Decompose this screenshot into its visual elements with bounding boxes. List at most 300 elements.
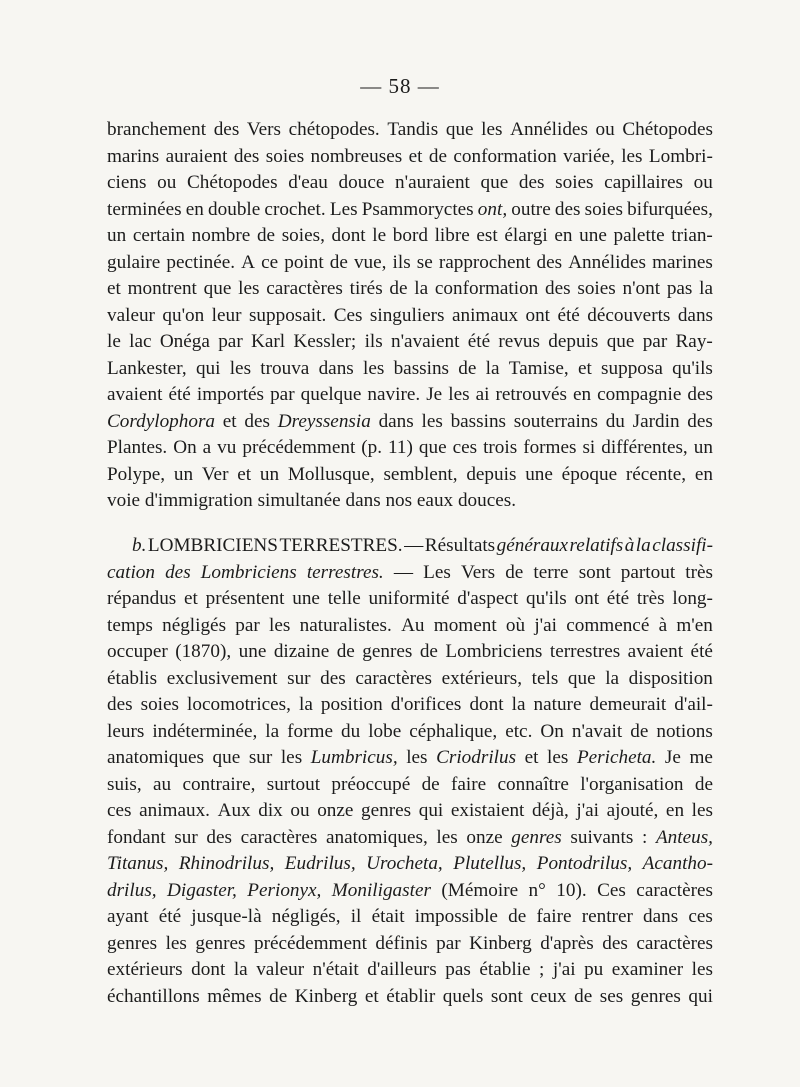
word: lac bbox=[129, 331, 152, 352]
word: (Mémoire bbox=[441, 879, 519, 901]
word: les bbox=[691, 800, 713, 821]
word: Chétopodes bbox=[622, 119, 713, 140]
word: ; bbox=[539, 959, 545, 980]
word: TERRESTRES. bbox=[279, 535, 403, 556]
word: été bbox=[158, 906, 182, 927]
word: valeur bbox=[256, 959, 305, 980]
word: Pericheta. bbox=[576, 747, 657, 768]
word: ces bbox=[107, 800, 132, 821]
word: qu'ils bbox=[525, 588, 567, 609]
word: ces bbox=[688, 906, 713, 927]
word: Tandis bbox=[387, 119, 439, 140]
word: en bbox=[572, 384, 592, 405]
word: anatomiques, bbox=[325, 826, 428, 848]
text-line bbox=[107, 329, 713, 356]
word: le bbox=[107, 331, 121, 352]
word: dont bbox=[191, 959, 226, 980]
word: j'ai bbox=[534, 614, 557, 636]
word: Lankester, bbox=[107, 357, 187, 379]
word: était bbox=[371, 906, 405, 927]
word: nombre bbox=[191, 225, 251, 246]
word: que bbox=[606, 331, 635, 352]
word: des bbox=[107, 694, 133, 715]
word: genres bbox=[361, 800, 412, 821]
word: des bbox=[320, 667, 346, 689]
word: Tamise, bbox=[508, 357, 569, 379]
word: les bbox=[421, 410, 443, 432]
word: dans bbox=[643, 906, 679, 927]
word: que bbox=[480, 172, 509, 193]
word: etc. bbox=[505, 720, 533, 742]
word: Eudrilus, bbox=[284, 853, 356, 874]
word: découverts bbox=[587, 304, 671, 326]
word: vu bbox=[217, 437, 237, 458]
word: qui bbox=[195, 357, 221, 379]
word: faire bbox=[451, 773, 487, 795]
word: singuliers bbox=[369, 304, 445, 326]
word: différentes, bbox=[601, 437, 688, 458]
word: dont bbox=[331, 225, 366, 246]
word: de bbox=[329, 251, 348, 273]
word: soies bbox=[140, 694, 179, 715]
word: douces. bbox=[457, 490, 517, 511]
word: drilus, bbox=[107, 879, 157, 901]
word: crochet. bbox=[264, 198, 326, 220]
word: naturalistes. bbox=[299, 614, 392, 636]
text-line bbox=[107, 409, 713, 436]
word: de bbox=[421, 773, 440, 795]
word: une bbox=[579, 225, 607, 246]
word: simultanée bbox=[257, 490, 341, 511]
word: soies bbox=[584, 198, 623, 220]
word: des bbox=[206, 826, 232, 848]
word: ou bbox=[290, 800, 310, 821]
word: dans bbox=[378, 410, 414, 432]
word: récente, bbox=[625, 463, 687, 485]
word: suivants bbox=[570, 826, 634, 848]
word: animaux. bbox=[139, 800, 210, 821]
word: — bbox=[393, 561, 414, 583]
word: établir bbox=[386, 985, 436, 1007]
word: telle bbox=[327, 588, 361, 609]
word: les bbox=[481, 119, 503, 140]
word: une bbox=[238, 641, 267, 662]
text-line bbox=[107, 904, 713, 931]
word: de bbox=[505, 561, 524, 583]
word: terrestres bbox=[549, 641, 621, 662]
word: un bbox=[107, 225, 127, 246]
word: souterrains bbox=[513, 410, 598, 432]
word: de bbox=[389, 278, 408, 299]
word: du bbox=[605, 410, 625, 432]
word: Titanus, bbox=[107, 853, 169, 874]
word: les bbox=[621, 145, 643, 167]
word: Vers bbox=[246, 119, 281, 140]
word: Dreyssensia bbox=[277, 410, 371, 432]
word: Polype, bbox=[107, 463, 166, 485]
text-line bbox=[107, 223, 713, 250]
word: ciens bbox=[107, 172, 147, 193]
word: indéterminée, bbox=[152, 720, 258, 742]
text-line bbox=[107, 798, 713, 825]
paragraph-1 bbox=[107, 117, 713, 515]
word: position bbox=[320, 694, 383, 715]
word: la bbox=[414, 278, 429, 299]
word: Ver bbox=[201, 463, 229, 485]
word: chétopodes. bbox=[288, 119, 380, 140]
word: ayant bbox=[107, 906, 149, 927]
word: surtout bbox=[266, 773, 321, 795]
word: établis bbox=[107, 667, 158, 689]
word: compagnie bbox=[597, 384, 682, 405]
word: m'en bbox=[676, 614, 713, 636]
word: genres bbox=[107, 932, 158, 954]
word: trian- bbox=[671, 225, 713, 246]
word: en bbox=[665, 800, 685, 821]
word: disposition bbox=[628, 667, 713, 689]
word: de bbox=[630, 720, 649, 742]
word: retrouvés bbox=[495, 384, 567, 405]
word: et bbox=[577, 357, 592, 379]
word: partout bbox=[620, 561, 676, 583]
word: à bbox=[658, 614, 668, 636]
word: exclusivement bbox=[166, 667, 278, 689]
word: en bbox=[694, 463, 713, 485]
word: terrestres. bbox=[306, 561, 384, 583]
word: n'avait bbox=[571, 720, 623, 742]
word: ou bbox=[693, 172, 713, 193]
word: les bbox=[448, 384, 470, 405]
word: les bbox=[269, 614, 291, 636]
word: nature bbox=[533, 694, 582, 715]
word: ont bbox=[574, 588, 600, 609]
word: très bbox=[685, 561, 713, 583]
word: les bbox=[547, 747, 569, 768]
word: les bbox=[363, 357, 385, 379]
word: céphalique, bbox=[409, 720, 498, 742]
word: la bbox=[233, 959, 248, 980]
word: été bbox=[690, 641, 713, 662]
word: par bbox=[270, 384, 295, 405]
word: On bbox=[540, 720, 564, 742]
text-line bbox=[107, 117, 713, 144]
word: Je bbox=[664, 747, 681, 768]
word: Digaster, bbox=[167, 879, 237, 901]
word: les bbox=[165, 932, 187, 954]
word: par bbox=[436, 932, 461, 954]
word: variée, bbox=[563, 145, 615, 167]
word: que bbox=[212, 747, 241, 768]
word: d'ailleurs bbox=[367, 959, 437, 980]
word: jusque-là bbox=[191, 906, 262, 927]
word: dans bbox=[677, 304, 713, 326]
word: Au bbox=[401, 614, 425, 636]
word: On bbox=[173, 437, 197, 458]
word: la bbox=[265, 720, 280, 742]
word: les bbox=[229, 357, 252, 379]
word: existaient bbox=[450, 800, 525, 821]
word: supposa bbox=[601, 357, 663, 379]
text-line bbox=[107, 931, 713, 958]
word: dans bbox=[345, 490, 381, 511]
word: branchement bbox=[107, 119, 207, 140]
word: commencé bbox=[566, 614, 650, 636]
word: les bbox=[436, 826, 458, 848]
word: impossible bbox=[414, 906, 498, 927]
word: des bbox=[602, 932, 628, 954]
word: été bbox=[557, 304, 580, 326]
word: onze bbox=[466, 826, 503, 848]
word: contraire, bbox=[182, 773, 256, 795]
word: été bbox=[606, 588, 630, 609]
word: tels bbox=[531, 667, 559, 689]
word: soies, bbox=[281, 225, 325, 246]
word: un bbox=[693, 437, 713, 458]
word: pas bbox=[666, 278, 693, 299]
word: revus bbox=[498, 331, 540, 352]
word: qu'ils bbox=[672, 357, 713, 379]
word: : bbox=[641, 826, 648, 848]
word: par bbox=[235, 614, 260, 636]
word: soies bbox=[555, 172, 594, 193]
word: d'ail- bbox=[674, 694, 713, 715]
word: rapprochent bbox=[438, 251, 531, 273]
word: la bbox=[299, 694, 313, 715]
word: n'avaient bbox=[391, 331, 460, 352]
word: palette bbox=[613, 225, 665, 246]
word: examiner bbox=[611, 959, 684, 980]
word: la bbox=[699, 278, 713, 299]
word: des bbox=[233, 145, 260, 167]
word: Lombriciens bbox=[200, 561, 297, 583]
word: Les bbox=[423, 561, 451, 583]
word: dont bbox=[469, 694, 504, 715]
word: présentent bbox=[205, 588, 285, 609]
word: Annélides bbox=[568, 251, 647, 273]
word: ai bbox=[475, 384, 490, 405]
word: classifi- bbox=[652, 535, 713, 556]
word: dans bbox=[318, 357, 354, 379]
word: ceux bbox=[530, 985, 567, 1007]
word: sur bbox=[174, 826, 198, 848]
word: si bbox=[582, 437, 596, 458]
word: des bbox=[545, 278, 571, 299]
word: gulaire bbox=[107, 251, 161, 273]
word: où bbox=[505, 614, 526, 636]
word: 11) bbox=[388, 437, 413, 458]
word: Plantes. bbox=[107, 437, 168, 458]
word: l'organisation bbox=[580, 773, 684, 795]
word: que bbox=[445, 119, 474, 140]
word: des bbox=[213, 119, 240, 140]
word: dix bbox=[258, 800, 283, 821]
word: n° bbox=[528, 879, 546, 901]
word: ou bbox=[157, 172, 177, 193]
word: ses bbox=[599, 985, 624, 1007]
word: rentrer bbox=[581, 906, 633, 927]
text-line bbox=[107, 488, 713, 515]
text-line bbox=[107, 825, 713, 852]
word: répandus bbox=[107, 588, 177, 609]
word: négligés, bbox=[271, 906, 341, 927]
word: soies bbox=[577, 278, 616, 299]
word: Onéga bbox=[159, 331, 210, 352]
word: des bbox=[687, 410, 713, 432]
word: Les bbox=[329, 198, 358, 220]
word: moment bbox=[433, 614, 497, 636]
word: animaux bbox=[451, 304, 519, 326]
word: au bbox=[152, 773, 172, 795]
word: extérieurs, bbox=[441, 667, 523, 689]
word: suis, bbox=[107, 773, 142, 795]
word: leurs bbox=[107, 720, 145, 742]
word: des bbox=[165, 561, 191, 583]
word: de bbox=[256, 225, 276, 246]
word: long- bbox=[672, 588, 713, 609]
word: mêmes bbox=[207, 985, 262, 1007]
word: ont bbox=[525, 304, 551, 326]
word: j'ai bbox=[552, 959, 576, 980]
text-line bbox=[107, 586, 713, 613]
word: formes bbox=[523, 437, 577, 458]
text-line bbox=[107, 692, 713, 719]
word: de bbox=[458, 357, 477, 379]
word: me bbox=[689, 747, 713, 768]
word: extérieurs bbox=[107, 959, 183, 980]
word: d'immigration bbox=[144, 490, 253, 511]
word: b. bbox=[132, 535, 147, 556]
word: trouva bbox=[260, 357, 310, 379]
word: depuis bbox=[466, 463, 517, 485]
word: et bbox=[524, 747, 539, 768]
word: des bbox=[536, 251, 563, 273]
word: que bbox=[203, 278, 232, 299]
word: pectinée. bbox=[166, 251, 236, 273]
word: Lumbricus, bbox=[310, 747, 398, 768]
word: par bbox=[642, 331, 668, 352]
word: Kessler; bbox=[293, 331, 357, 352]
word: en bbox=[554, 225, 573, 246]
word: du bbox=[341, 720, 361, 742]
word: (p. bbox=[361, 437, 383, 458]
text-line bbox=[107, 303, 713, 330]
word: Lombriciens bbox=[445, 641, 543, 662]
word: des bbox=[554, 198, 581, 220]
word: de bbox=[694, 773, 713, 795]
word: la bbox=[605, 667, 620, 689]
word: genres bbox=[362, 641, 413, 662]
word: et bbox=[184, 588, 198, 609]
text-line bbox=[107, 613, 713, 640]
word: qu'on bbox=[162, 304, 205, 326]
word: semblent, bbox=[383, 463, 458, 485]
word: de bbox=[574, 985, 593, 1007]
word: de bbox=[419, 641, 438, 662]
word: 10). bbox=[556, 879, 587, 901]
word: des bbox=[518, 172, 545, 193]
text-line bbox=[107, 745, 713, 772]
word: déjà, bbox=[532, 800, 569, 821]
word: est bbox=[476, 225, 498, 246]
word: Kinberg bbox=[294, 985, 358, 1007]
word: — bbox=[404, 535, 424, 556]
word: caractères bbox=[266, 278, 343, 299]
word: quelque bbox=[300, 384, 362, 405]
word: Je bbox=[426, 384, 443, 405]
word: et bbox=[107, 278, 121, 299]
text-line bbox=[107, 639, 713, 666]
word: sur bbox=[248, 747, 273, 768]
paragraph-2 bbox=[107, 533, 713, 1010]
word: double bbox=[208, 198, 261, 220]
word: Ces bbox=[333, 304, 363, 326]
word: marines bbox=[652, 251, 713, 273]
word: pas bbox=[445, 959, 471, 980]
word: d'orifices bbox=[390, 694, 462, 715]
word: échantillons bbox=[107, 985, 200, 1007]
word: leur bbox=[211, 304, 242, 326]
word: précédemment bbox=[253, 932, 367, 954]
word: Karl bbox=[251, 331, 286, 352]
word: temps bbox=[107, 614, 153, 636]
word: locomotrices, bbox=[187, 694, 291, 715]
word: Acantho- bbox=[642, 853, 713, 874]
word: Perionyx, bbox=[247, 879, 322, 901]
word: Criodrilus bbox=[436, 747, 517, 768]
word: Anteus, bbox=[655, 826, 713, 848]
word: a bbox=[202, 437, 212, 458]
word: précédemment bbox=[242, 437, 356, 458]
word: ou bbox=[595, 119, 615, 140]
word: caractères bbox=[636, 932, 713, 954]
word: conformation bbox=[434, 278, 539, 299]
word: forme bbox=[287, 720, 333, 742]
word: Moniligaster bbox=[331, 879, 431, 901]
word: point bbox=[284, 251, 324, 273]
word: (1870), bbox=[175, 641, 232, 662]
word: d'aspect bbox=[457, 588, 519, 609]
word: relatifs bbox=[569, 535, 624, 556]
word: onze bbox=[317, 800, 354, 821]
word: vue, bbox=[353, 251, 387, 273]
word: définis bbox=[375, 932, 428, 954]
word: sur bbox=[287, 667, 311, 689]
word: le bbox=[372, 225, 387, 246]
word: les bbox=[406, 747, 428, 768]
word: eaux bbox=[416, 490, 454, 511]
word: Aux bbox=[217, 800, 251, 821]
text-line bbox=[107, 356, 713, 383]
text-line bbox=[107, 984, 713, 1011]
word: marins bbox=[107, 145, 160, 167]
text-line bbox=[107, 170, 713, 197]
page-number: — 58 — bbox=[360, 74, 440, 98]
word: auraient bbox=[165, 145, 228, 167]
word: Vers bbox=[460, 561, 496, 583]
text-line bbox=[107, 462, 713, 489]
word: élargi bbox=[504, 225, 548, 246]
word: supposait. bbox=[248, 304, 327, 326]
word: Lombri- bbox=[648, 145, 713, 167]
word: dizaine bbox=[273, 641, 330, 662]
word: et bbox=[237, 463, 252, 485]
word: Ray- bbox=[675, 331, 713, 352]
word: n'ont bbox=[622, 278, 661, 299]
word: les bbox=[280, 747, 303, 768]
word: LOMBRICIENS bbox=[147, 535, 278, 556]
word: les bbox=[238, 278, 260, 299]
text-line bbox=[107, 878, 713, 905]
